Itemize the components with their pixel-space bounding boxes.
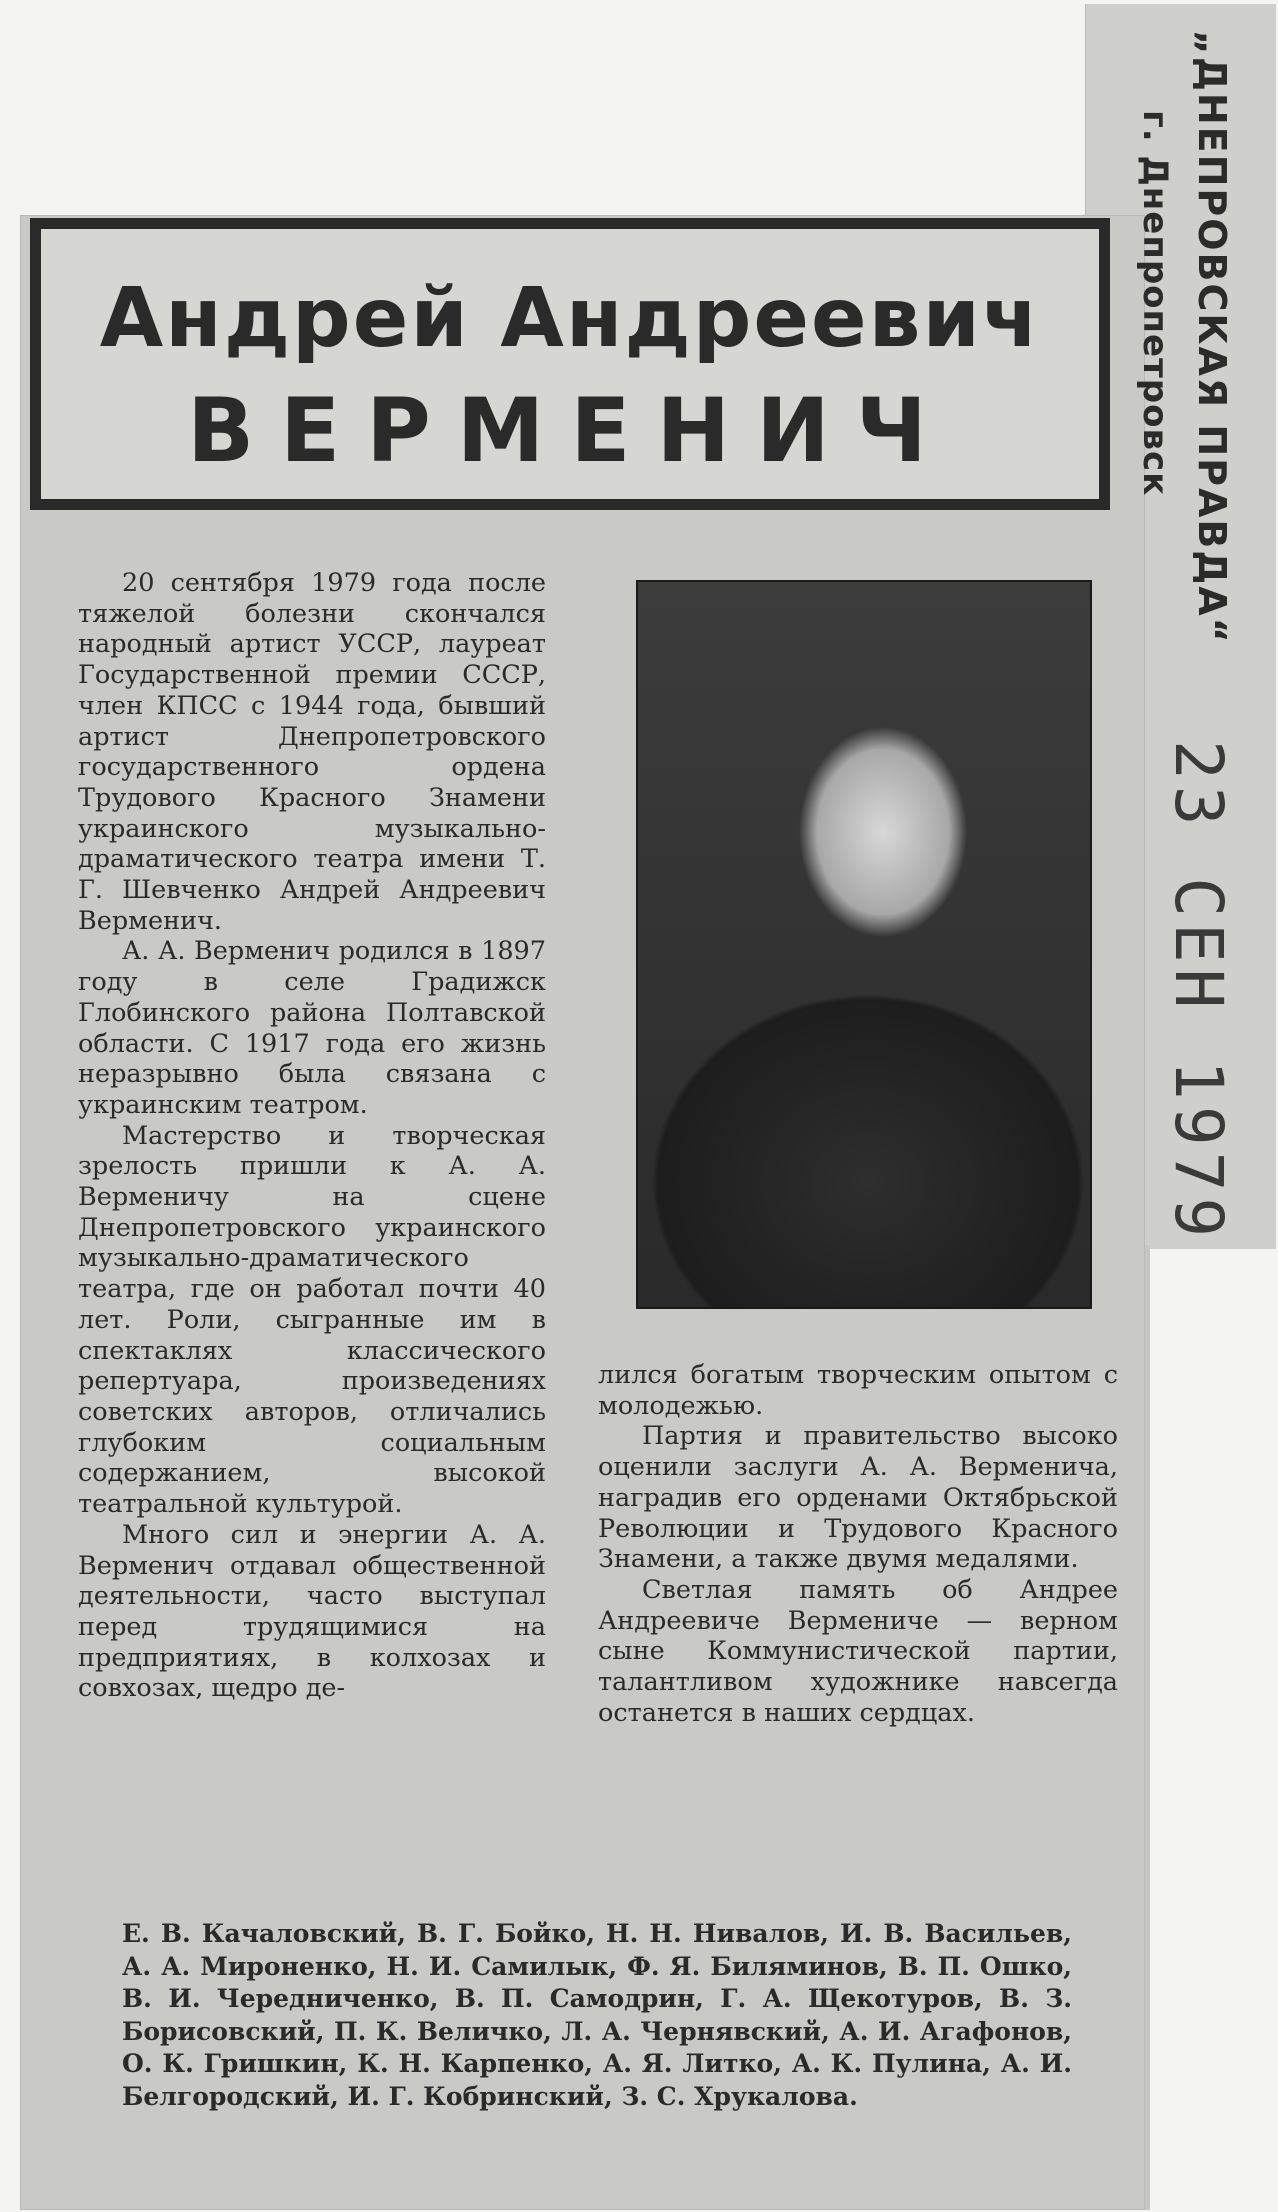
paragraph: Мастерство и творческая зрелость пришли к А. А. Верменичу на сцене Днепропетровского украинского музыкально-драматического театра, где он работал почти 40 лет. Роли, сыгранные им в спектаклях классического репертуара, произведениях советских авторов, отличались глубоким социальным содержанием, высокой театральной культурой. xyxy=(78,1120,546,1520)
article-left-column xyxy=(78,568,546,1704)
headline-name: Андрей Андреевич xyxy=(99,271,1041,366)
article-right-column xyxy=(598,1360,1118,1728)
headline-box xyxy=(30,218,1110,510)
paragraph: Партия и правительство высоко оценили заслуги А. А. Верменича, наградив его орденами Октябрьской Революции и Трудового Красного Знамени, а также двумя медалями. xyxy=(598,1421,1118,1575)
paragraph: лился богатым творческим опытом с молодежью. xyxy=(598,1360,1118,1421)
paragraph: 20 сентября 1979 года после тяжелой болезни скончался народный артист УССР, лауреат Государственной премии СССР, член КПСС с 1944 года, бывший артист Днепропетровского государственного ордена Трудового Красного Знамени украинского музыкально-драматического театра имени Т. Г. Шевченко Андрей Андреевич Верменич. xyxy=(78,568,546,936)
city-label: г. Днепропетровск xyxy=(1135,110,1175,497)
paragraph: Светлая память об Андрее Андреевиче Верменичe — верном сыне Коммунистической партии, талантливом художнике навсегда останется в наших сердцах. xyxy=(598,1574,1118,1728)
newspaper-name: „ДНЕПРОВСКАЯ ПРАВДА“ xyxy=(1190,30,1234,645)
headline-surname: ВЕРМЕНИЧ xyxy=(187,379,953,482)
paragraph: А. А. Верменич родился в 1897 году в селе Градижск Глобинского района Полтавской области. С 1917 года его жизнь неразрывно была связана с украинским театром. xyxy=(78,936,546,1120)
date-stamp: 23 СЕН 1979 xyxy=(1160,740,1237,1244)
paragraph: Много сил и энергии А. А. Верменич отдавал общественной деятельности, часто выступал перед трудящимися на предприятиях, в колхозах и совхозах, щедро де- xyxy=(78,1519,546,1704)
signatories-list: Е. В. Качаловский, В. Г. Бойко, Н. Н. Нивалов, И. В. Васильев, А. А. Мироненко, Н. И. Самилык, Ф. Я. Биляминов, В. П. Ошко, В. И. Чередниченко, В. П. Самодрин, Г. А. Щекотуров, В. З. Борисовский, П. К. Величко, Л. А. Чернявский, А. И. Агафонов, О. К. Гришкин, К. Н. Карпенко, А. Я. Литко, А. К. Пулина, А. И. Белгородский, И. Г. Кобринский, З. С. Хрукалова. xyxy=(122,1919,1072,2111)
portrait-photo xyxy=(636,580,1092,1309)
